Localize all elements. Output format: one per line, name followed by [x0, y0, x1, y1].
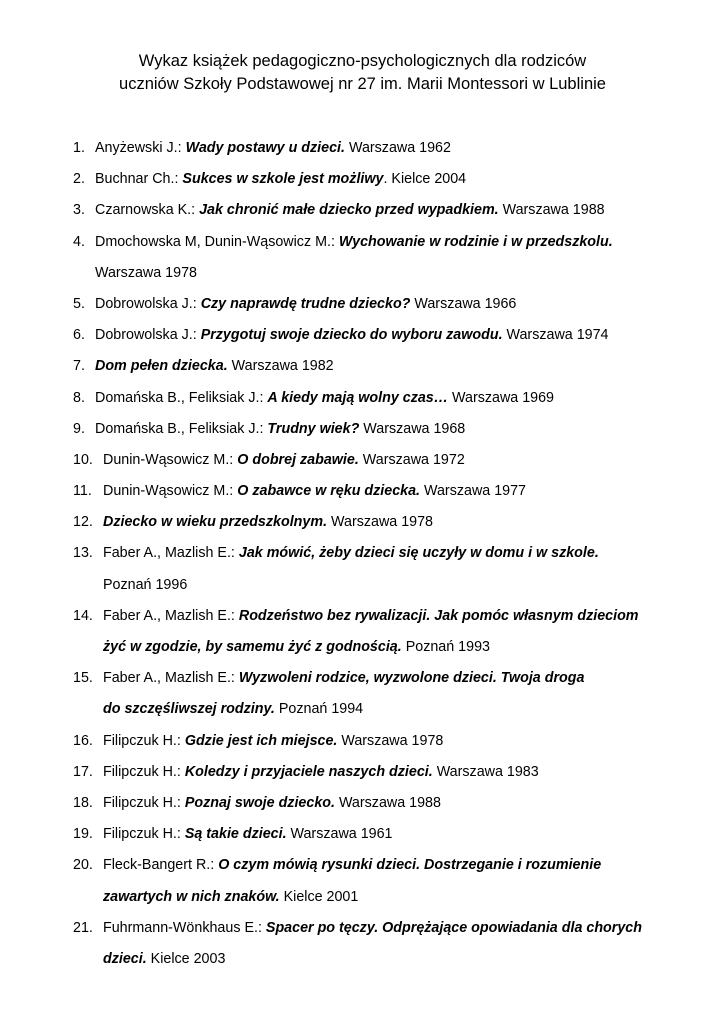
list-item-continuation — [73, 882, 713, 913]
list-item — [73, 819, 713, 850]
item-number: 15. — [73, 670, 93, 687]
item-publication: Warszawa 1978 — [95, 264, 197, 281]
item-title-continuation: zawartych w nich znaków. — [103, 888, 280, 905]
item-author: Filipczuk H.: — [103, 732, 185, 749]
item-number: 6. — [73, 327, 85, 344]
item-publication: Warszawa 1972 — [358, 451, 465, 468]
item-author: Dmochowska M, Dunin-Wąsowicz M.: — [95, 233, 339, 250]
list-item — [73, 351, 713, 382]
list-item-continuation — [73, 694, 713, 725]
item-publication: Warszawa 1978 — [337, 732, 444, 749]
item-number: 18. — [73, 794, 93, 811]
item-number: 17. — [73, 763, 93, 780]
item-publication: Warszawa 1966 — [410, 295, 517, 312]
item-publication: Poznań 1994 — [274, 701, 364, 718]
item-publication: Poznań 1996 — [103, 576, 188, 593]
list-item — [73, 195, 713, 226]
item-title-continuation: do szczęśliwszej rodziny. — [103, 701, 275, 718]
item-author: Fuhrmann-Wönkhaus E.: — [103, 919, 266, 936]
item-author: Domańska B., Feliksiak J.: — [95, 389, 268, 406]
list-item — [73, 414, 713, 445]
item-number: 13. — [73, 545, 93, 562]
item-author: Dunin-Wąsowicz M.: — [103, 451, 238, 468]
item-author: Filipczuk H.: — [103, 794, 185, 811]
book-list — [73, 133, 713, 975]
item-author: Filipczuk H.: — [103, 763, 185, 780]
list-item — [73, 445, 713, 476]
item-number: 20. — [73, 857, 93, 874]
item-author: Fleck-Bangert R.: — [103, 857, 219, 874]
list-item — [73, 726, 713, 757]
item-title: O zabawce w ręku dziecka. — [237, 483, 421, 500]
list-item — [73, 289, 713, 320]
item-author: Dobrowolska J.: — [95, 295, 201, 312]
item-number: 16. — [73, 732, 93, 749]
item-number: 10. — [73, 451, 93, 468]
item-title: Wychowanie w rodzinie i w przedszkolu. — [338, 233, 613, 250]
list-item — [73, 663, 713, 694]
item-title: Jak chronić małe dziecko przed wypadkiem. — [199, 202, 499, 219]
item-title: Gdzie jest ich miejsce. — [184, 732, 338, 749]
item-title: Przygotuj swoje dziecko do wyboru zawodu. — [200, 327, 503, 344]
item-title: Rodzeństwo bez rywalizacji. Jak pomóc własnym dzieciom — [238, 607, 639, 624]
item-publication: Kielce 2003 — [146, 950, 226, 967]
list-item-continuation — [73, 570, 713, 601]
item-number: 14. — [73, 607, 93, 624]
item-title: Dom pełen dziecka. — [95, 358, 228, 375]
item-author: Dunin-Wąsowicz M.: — [103, 483, 238, 500]
item-author: Anyżewski J.: — [95, 140, 186, 156]
item-publication: Warszawa 1978 — [327, 514, 434, 531]
list-item — [73, 320, 713, 351]
item-publication: Warszawa 1988 — [498, 202, 605, 219]
list-item — [73, 757, 713, 788]
list-item — [73, 850, 713, 881]
item-publication: Warszawa 1988 — [335, 794, 441, 811]
item-title: Koledzy i przyjaciele naszych dzieci. — [184, 763, 433, 780]
list-item — [73, 164, 713, 195]
item-title: O dobrej zabawie. — [237, 451, 359, 468]
item-author: Filipczuk H.: — [103, 826, 185, 843]
item-title: Są takie dzieci. — [184, 826, 287, 843]
item-publication: Warszawa 1969 — [448, 389, 555, 406]
item-title-continuation: żyć w zgodzie, by samemu żyć z godnością. — [103, 639, 402, 655]
item-author: Faber A., Mazlish E.: — [103, 545, 239, 562]
item-title: Wady postawy u dzieci. — [185, 140, 346, 156]
item-author: Dobrowolska J.: — [95, 327, 201, 344]
item-publication: Warszawa 1968 — [359, 420, 466, 437]
item-number: 12. — [73, 514, 93, 531]
page-title — [0, 50, 725, 96]
item-title: O czym mówią rysunki dzieci. Dostrzeganie i rozumienie — [218, 857, 602, 874]
item-title-continuation: dzieci. — [103, 950, 147, 967]
item-number: 19. — [73, 826, 93, 843]
list-item-continuation — [73, 632, 713, 663]
item-number: 2. — [73, 171, 85, 188]
item-publication: . Kielce 2004 — [383, 171, 467, 188]
list-item — [73, 383, 713, 414]
item-publication: Warszawa 1974 — [502, 327, 609, 344]
item-number: 21. — [73, 919, 93, 936]
list-item — [73, 507, 713, 538]
item-publication: Warszawa 1977 — [420, 483, 526, 500]
list-item — [73, 601, 713, 632]
item-title: Wyzwoleni rodzice, wyzwolone dzieci. Twoja droga — [238, 670, 585, 687]
item-number: 5. — [73, 295, 85, 312]
item-title: Trudny wiek? — [267, 420, 360, 437]
item-title: Spacer po tęczy. Odprężające opowiadania dla chorych — [265, 919, 642, 936]
list-item-continuation — [73, 944, 713, 975]
item-title: Dziecko w wieku przedszkolnym. — [103, 514, 328, 531]
list-item — [73, 788, 713, 819]
list-item — [73, 538, 713, 569]
list-item — [73, 227, 713, 258]
item-author: Buchnar Ch.: — [95, 171, 183, 188]
item-author: Faber A., Mazlish E.: — [103, 670, 239, 687]
item-number: 8. — [73, 389, 85, 406]
list-item — [73, 913, 713, 944]
title-line-1: Wykaz książek pedagogiczno-psychologicznych dla rodziców — [138, 52, 587, 70]
item-title: Czy naprawdę trudne dziecko? — [200, 295, 411, 312]
list-item — [73, 476, 713, 507]
item-title: Sukces w szkole jest możliwy — [182, 171, 384, 188]
item-title: Poznaj swoje dziecko. — [184, 794, 335, 811]
item-publication: Warszawa 1962 — [345, 140, 451, 156]
item-author: Faber A., Mazlish E.: — [103, 607, 239, 624]
item-author: Czarnowska K.: — [95, 202, 200, 219]
item-number: 1. — [73, 140, 85, 156]
item-publication: Warszawa 1961 — [286, 826, 393, 843]
item-number: 7. — [73, 358, 85, 375]
title-line-2: uczniów Szkoły Podstawowej nr 27 im. Marii Montessori w Lublinie — [119, 75, 606, 93]
item-number: 9. — [73, 420, 85, 437]
list-item — [73, 133, 713, 164]
item-publication: Warszawa 1982 — [227, 358, 334, 375]
item-publication: Warszawa 1983 — [432, 763, 539, 780]
item-author: Domańska B., Feliksiak J.: — [95, 420, 268, 437]
item-publication: Poznań 1993 — [401, 639, 490, 655]
item-publication: Kielce 2001 — [279, 888, 359, 905]
list-item-continuation — [73, 258, 713, 289]
item-title: A kiedy mają wolny czas… — [267, 389, 449, 406]
item-number: 3. — [73, 202, 85, 219]
item-number: 4. — [73, 233, 85, 250]
item-number: 11. — [73, 483, 92, 500]
item-title: Jak mówić, żeby dzieci się uczyły w domu i w szkole. — [238, 545, 599, 562]
